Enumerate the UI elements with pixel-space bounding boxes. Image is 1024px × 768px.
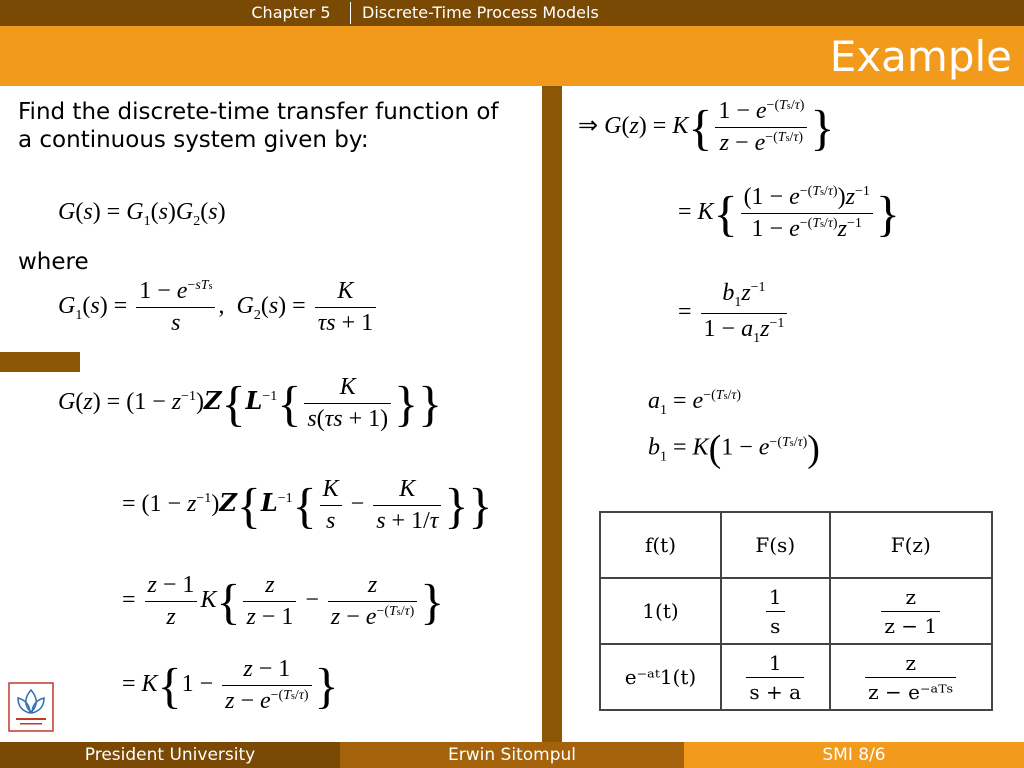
top-bar <box>0 0 1024 26</box>
table-row <box>600 578 992 644</box>
slide-heading: Example <box>829 32 1012 81</box>
problem-statement: Find the discrete-time transfer function of a continuous system given by: <box>18 99 499 153</box>
eq-g1-g2: $G_1(s)$ = $\frac{1 - e^{-sTs}}{s}$ , $G_2(s)$ = $\frac{K}{\tau s + 1}$ <box>58 278 379 337</box>
table-cell: $\frac{1}{s}$ <box>721 578 830 644</box>
vertical-divider-bar <box>542 86 562 742</box>
horizontal-accent-bar <box>0 352 80 372</box>
eq-b1: $b_1 = K(1 - e^{-(Ts/\tau)})$ <box>648 428 820 470</box>
eq-gz-line1: $G(z) = (1 - z^{-1})Z\{L^{-1}${ $\frac{K}{s(\tau s + 1)}$ }} <box>58 374 443 432</box>
divider <box>350 2 351 24</box>
table-header: F(s) <box>721 512 830 578</box>
footer-institution: President University <box>0 742 340 768</box>
table-cell: $\frac{1}{s + a}$ <box>721 644 830 710</box>
where-label: where <box>18 249 89 275</box>
eq-gz-line4: = K{1 − $\frac{z - 1}{z - e^{-(Ts/\tau)}}$ } <box>122 656 339 714</box>
eq-g-of-s: $G(s) = G_1(s)G_2(s)$ <box>58 199 226 229</box>
table-cell: $\frac{z}{\text{z − e⁻ᵃᵀˢ}}$ <box>830 644 992 710</box>
eq-right-line3: = $\frac{b_1z^{-1}}{1 - a_1z^{-1}}$ <box>678 280 790 347</box>
eq-gz-line2: = $(1 - z^{-1})Z\{L^{-1}${ $\frac{K}{s}$ − $\frac{K}{s + 1/\tau}$ }} <box>122 476 493 534</box>
footer-author: Erwin Sitompul <box>340 742 684 768</box>
table-cell: $\frac{z}{z - 1}$ <box>830 578 992 644</box>
eq-right-line2: = K{ $\frac{(1 - e^{-(Ts/\tau)})z^{-1}}{1 - e^{-(Ts/\tau)}z^{-1}}$ } <box>678 184 900 242</box>
president-university-logo-icon <box>8 682 54 732</box>
title-band <box>0 26 1024 86</box>
table-header: F(z) <box>830 512 992 578</box>
footer <box>0 742 1024 768</box>
table-cell: 1(t) <box>600 578 721 644</box>
table-cell: e⁻ᵃᵗ1(t) <box>600 644 721 710</box>
chapter-title: Discrete-Time Process Models <box>362 3 599 22</box>
footer-page-number: SMI 8/6 <box>684 742 1024 768</box>
chapter-label: Chapter 5 <box>251 3 331 22</box>
z-transform-table <box>599 511 993 711</box>
table-header: f(t) <box>600 512 721 578</box>
eq-gz-line3: = $\frac{z - 1}{z}$ K{ $\frac{z}{z - 1}$ − $\frac{z}{z - e^{-(Ts/\tau)}}$ } <box>122 572 445 630</box>
eq-right-line1: ⇒ G(z) = K{ $\frac{1 - e^{-(Ts/\tau)}}{z - e^{-(Ts/\tau)}}$ } <box>578 98 835 156</box>
table-row <box>600 644 992 710</box>
eq-a1: $a_1 = e^{-(Ts/\tau)}$ <box>648 388 742 418</box>
